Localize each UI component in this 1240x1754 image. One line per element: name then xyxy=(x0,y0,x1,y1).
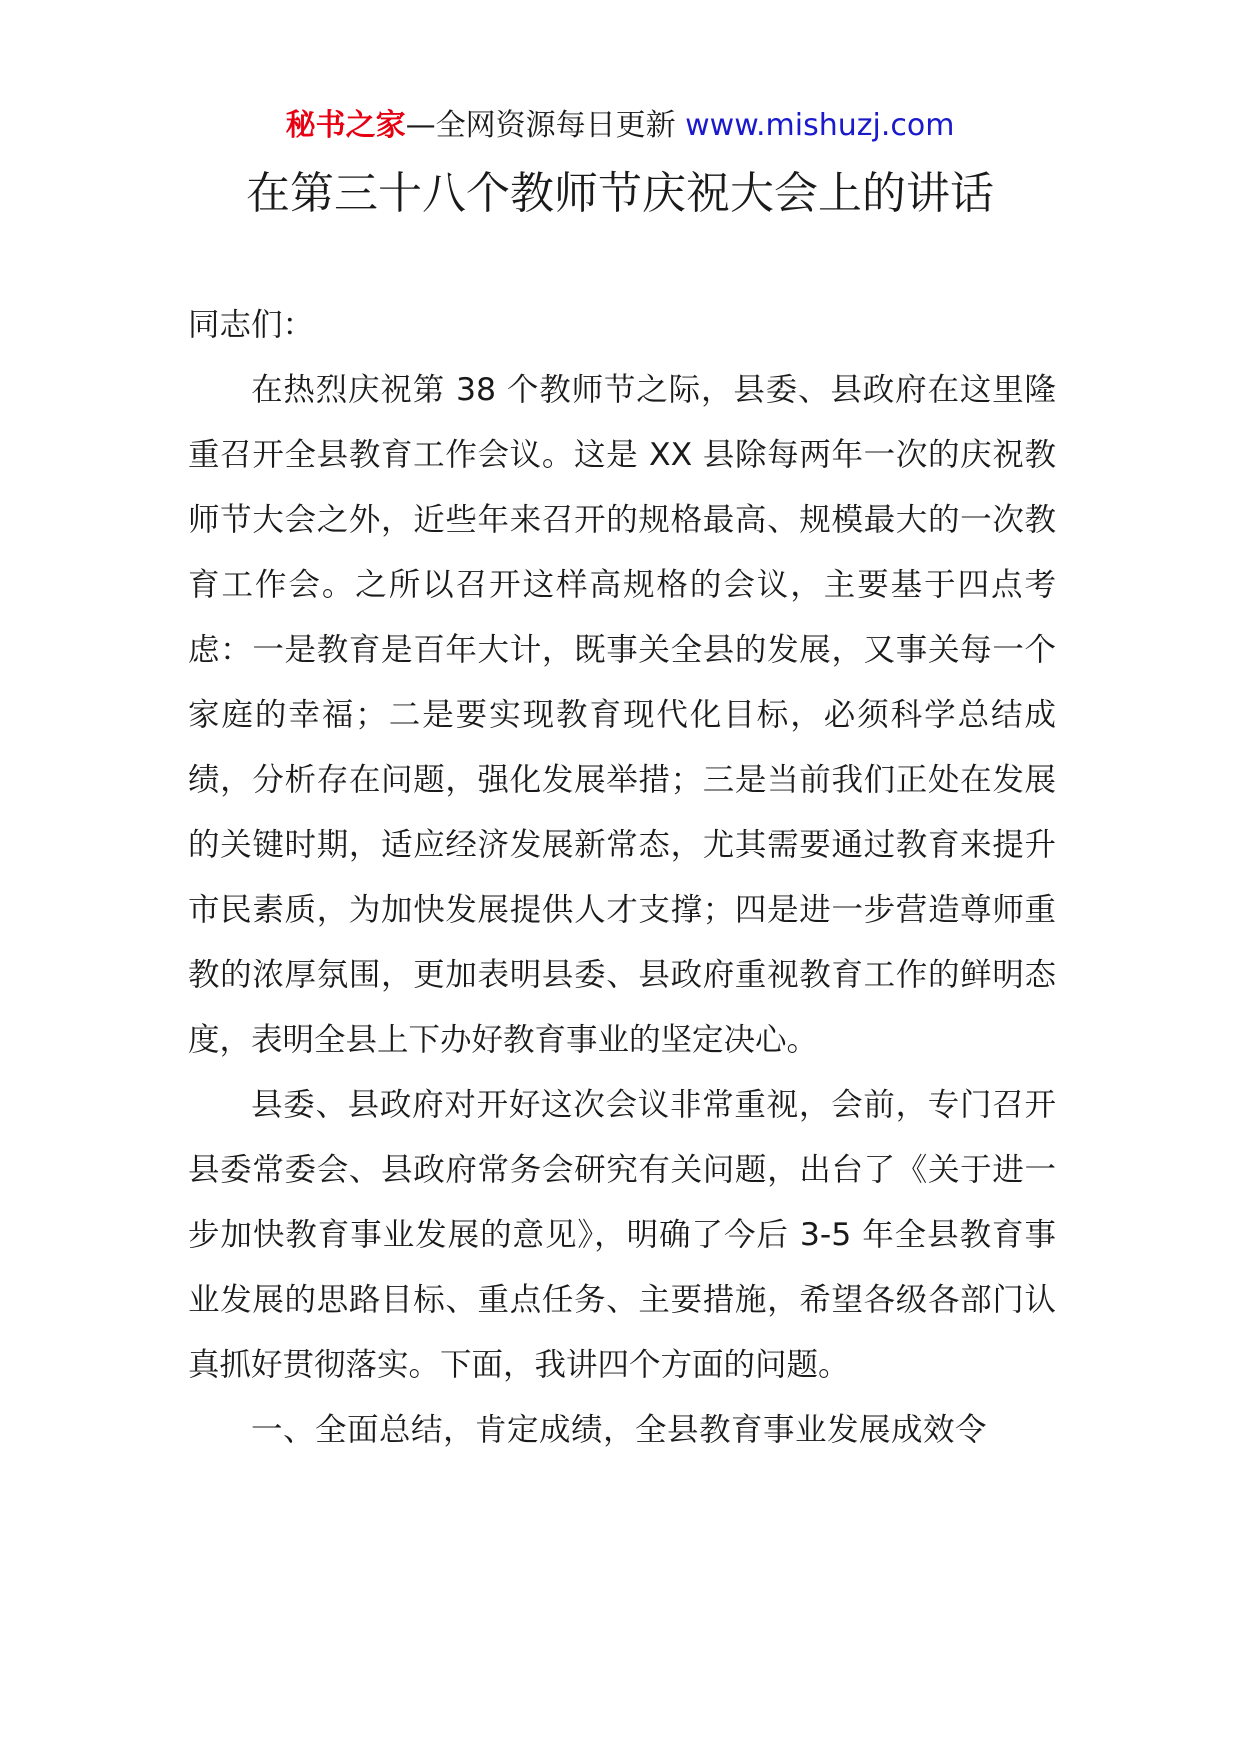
salutation: 同志们： xyxy=(188,307,315,343)
brand-name: 秘书之家 xyxy=(285,108,406,143)
header-slogan: —全网资源每日更新 xyxy=(405,108,686,143)
document-title: 在第三十八个教师节庆祝大会上的讲话 xyxy=(246,168,994,219)
document-body xyxy=(188,293,1056,1463)
header-banner xyxy=(0,104,1240,148)
paragraph-2: 县委、县政府对开好这次会议非常重视，会前，专门召开县委常委会、县政府常务会研究有关问题，出台了《关于进一步加快教育事业发展的意见》，明确了今后 3-5 年全县教育事业发展的思路目标、重点任务、主要措施，希望各级各部门认真抓好贯彻落实。下面，我讲四个方面的问题。 xyxy=(188,1087,1056,1383)
paragraph-1: 在热烈庆祝第 38 个教师节之际，县委、县政府在这里隆重召开全县教育工作会议。这是 XX 县除每两年一次的庆祝教师节大会之外，近些年来召开的规格最高、规模最大的一次教育工作会。之所以召开这样高规格的会议，主要基于四点考虑：一是教育是百年大计，既事关全县的发展，又事关每一个家庭的幸福；二是要实现教育现代化目标，必须科学总结成绩，分析存在问题，强化发展举措；三是当前我们正处在发展的关键时期，适应经济发展新常态，尤其需要通过教育来提升市民素质，为加快发展提供人才支撑；四是进一步营造尊师重教的浓厚氛围，更加表明县委、县政府重视教育工作的鲜明态度，表明全县上下办好教育事业的坚定决心。 xyxy=(188,372,1056,1058)
section-heading-1: 一、全面总结，肯定成绩，全县教育事业发展成效令 xyxy=(251,1412,988,1448)
site-url-link[interactable]: www.mishuzj.com xyxy=(685,108,955,143)
